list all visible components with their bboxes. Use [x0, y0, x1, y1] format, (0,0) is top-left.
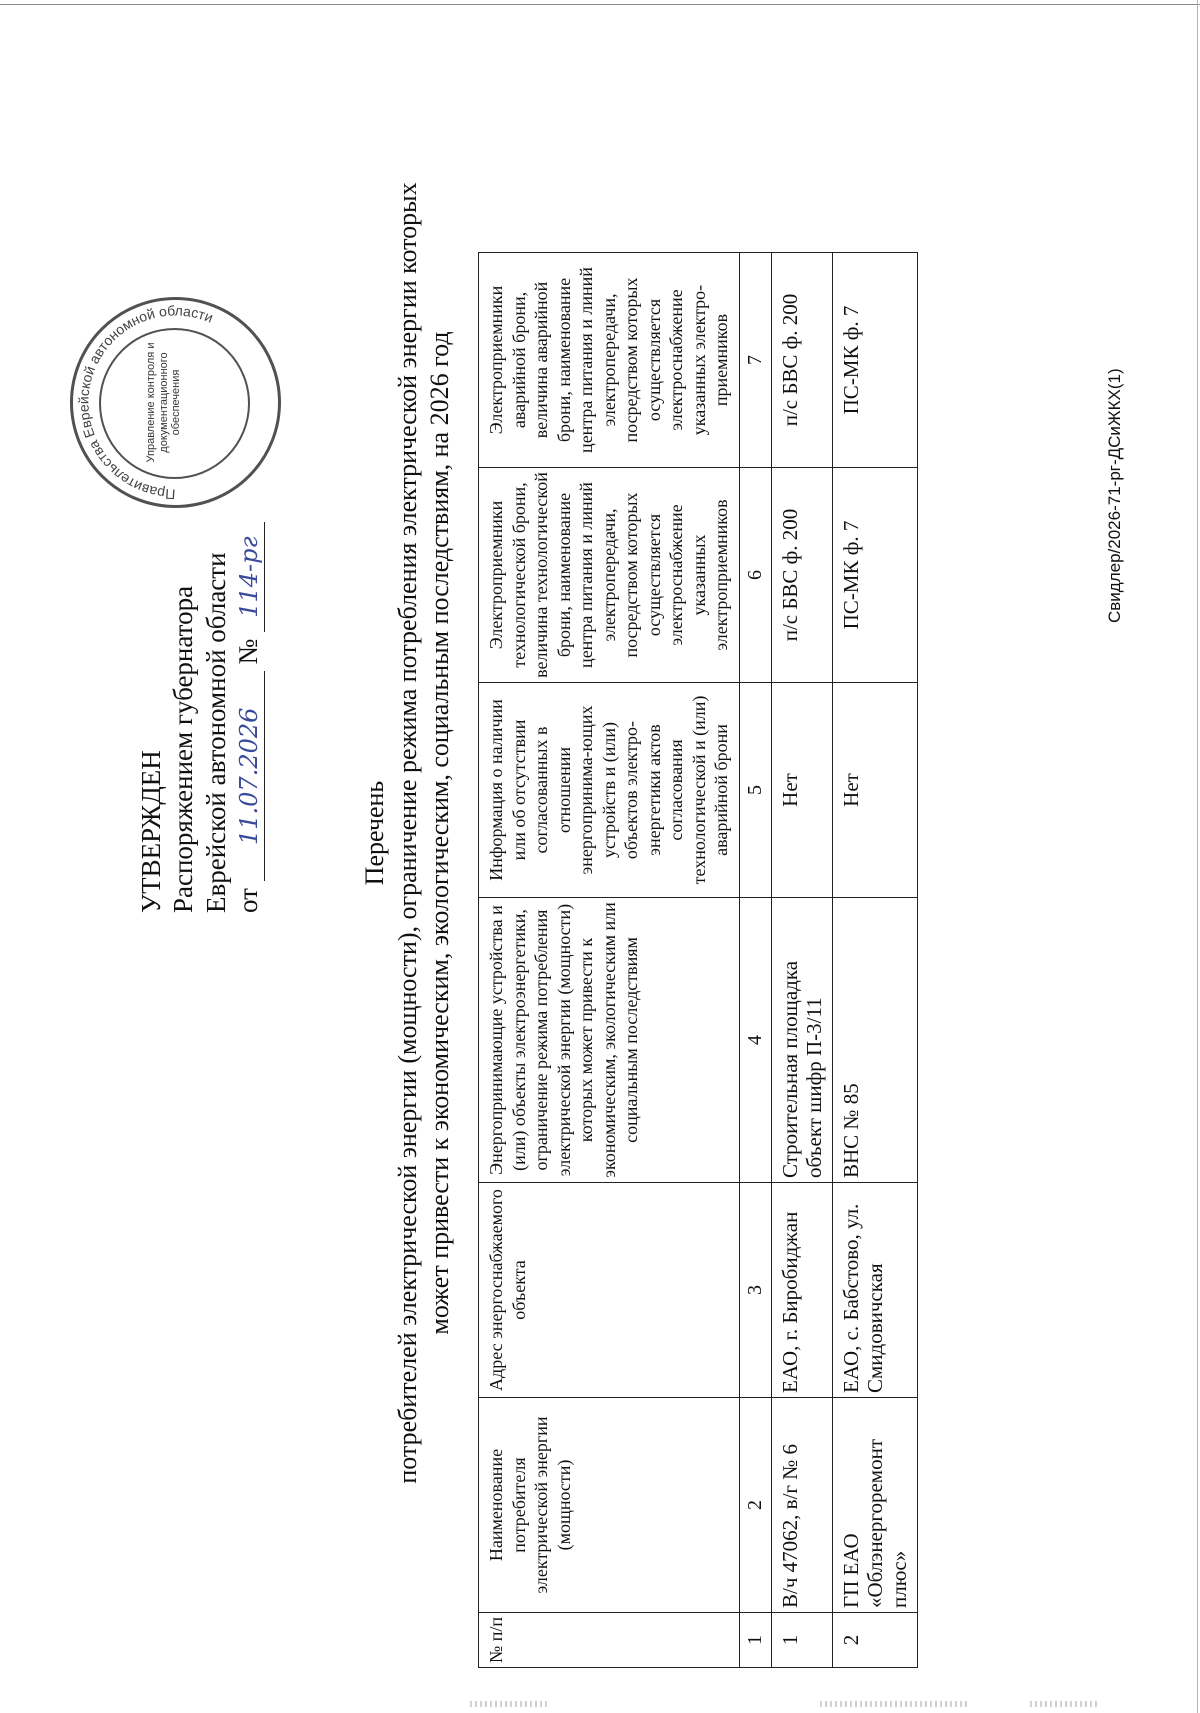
approval-block: [135, 53, 265, 913]
header-cell: № п/п: [479, 1613, 740, 1668]
row-number: 2: [832, 1613, 917, 1668]
row-number: 1: [771, 1613, 832, 1668]
column-number: 6: [739, 468, 771, 683]
energy-object: Строительная площадка объект шифр П-3/11: [771, 898, 832, 1183]
column-number: 2: [739, 1398, 771, 1613]
approval-date-line: [232, 53, 265, 913]
table-row: [771, 253, 832, 1668]
emergency-reserve: ПС-МК ф. 7: [832, 253, 917, 468]
approval-number: 114-рг: [235, 522, 265, 632]
column-number: 1: [739, 1613, 771, 1668]
column-number: 7: [739, 253, 771, 468]
tech-reserve: ПС-МК ф. 7: [832, 468, 917, 683]
document-footer-code: Свидлер/2026-71-рг-ДСиЖКХ(1): [1105, 368, 1124, 623]
header-cell: Энергопринимающие устройства и (или) объекты электроэнергетики, ограничение режима потребления электрической энергии (мощности) которых может привести к экономическим, экологическим или социальным последствиям: [479, 898, 740, 1183]
agreement-info: Нет: [771, 683, 832, 898]
energy-object: ВНС № 85: [832, 898, 917, 1183]
subtitle-line-2: может привести к экономическим, экологическим, социальным последствиям, на 2026 год: [424, 331, 454, 1335]
object-address: ЕАО, г. Биробиджан: [771, 1183, 832, 1398]
consumer-name: В/ч 47062, в/г № 6: [771, 1398, 832, 1613]
column-number: 4: [739, 898, 771, 1183]
number-label: №: [233, 638, 264, 665]
approval-date: 11.07.2026: [235, 671, 265, 881]
consumer-name: ГП ЕАО «Облэнергоремонт плюс»: [832, 1398, 917, 1613]
header-cell: Наименование потребителя электрической энергии (мощности): [479, 1398, 740, 1613]
column-number: 5: [739, 683, 771, 898]
approval-line-2: Еврейской автономной области: [200, 552, 231, 913]
agreement-info: Нет: [832, 683, 917, 898]
approval-line-1: Распоряжением губернатора: [168, 585, 199, 913]
header-cell: Информация о наличии или об отсутствии согласованных в отношении энергопринима-ющих устройств и (или) объектов электро-энергетики актов согласования технологической и (или) аварийной брони: [479, 683, 740, 898]
header-cell: Адрес энергоснабжаемого объекта: [479, 1183, 740, 1398]
emergency-reserve: п/с БВС ф. 200: [771, 253, 832, 468]
column-number-row: [739, 253, 771, 1668]
approval-title: УТВЕРЖДЕН: [136, 750, 166, 913]
header-cell: Электроприемники аварийной брони, величина аварийной брони, наименование центра питания и линий электропередачи, посредством которых осуществляется электроснабжение указанных электро-приемников: [479, 253, 740, 468]
consumers-table: [478, 252, 918, 1668]
document-title: Перечень: [360, 780, 389, 886]
subtitle-line-1: потребителей электрической энергии (мощности), ограничение режима потребления электрической энергии которых: [393, 182, 422, 1484]
svg-text:Правительства Еврейской автоно: Правительства Еврейской автономной области: [75, 302, 216, 503]
from-label: от: [233, 888, 264, 913]
column-number: 3: [739, 1183, 771, 1398]
tech-reserve: п/с БВС ф. 200: [771, 468, 832, 683]
object-address: ЕАО, с. Бабстово, ул. Смидовичская: [832, 1183, 917, 1398]
document-subtitle: [392, 103, 455, 1563]
table-header-row: [479, 253, 740, 1668]
header-cell: Электроприемники технологической брони, величина технологической брони, наименование центра питания и линий электропередачи, посредством которых осуществляется электроснабжение указанных электроприемников: [479, 468, 740, 683]
official-seal: Правительства Еврейской автономной области Управление контроля и документационного обеспечения: [70, 297, 281, 508]
table-row: [832, 253, 917, 1668]
